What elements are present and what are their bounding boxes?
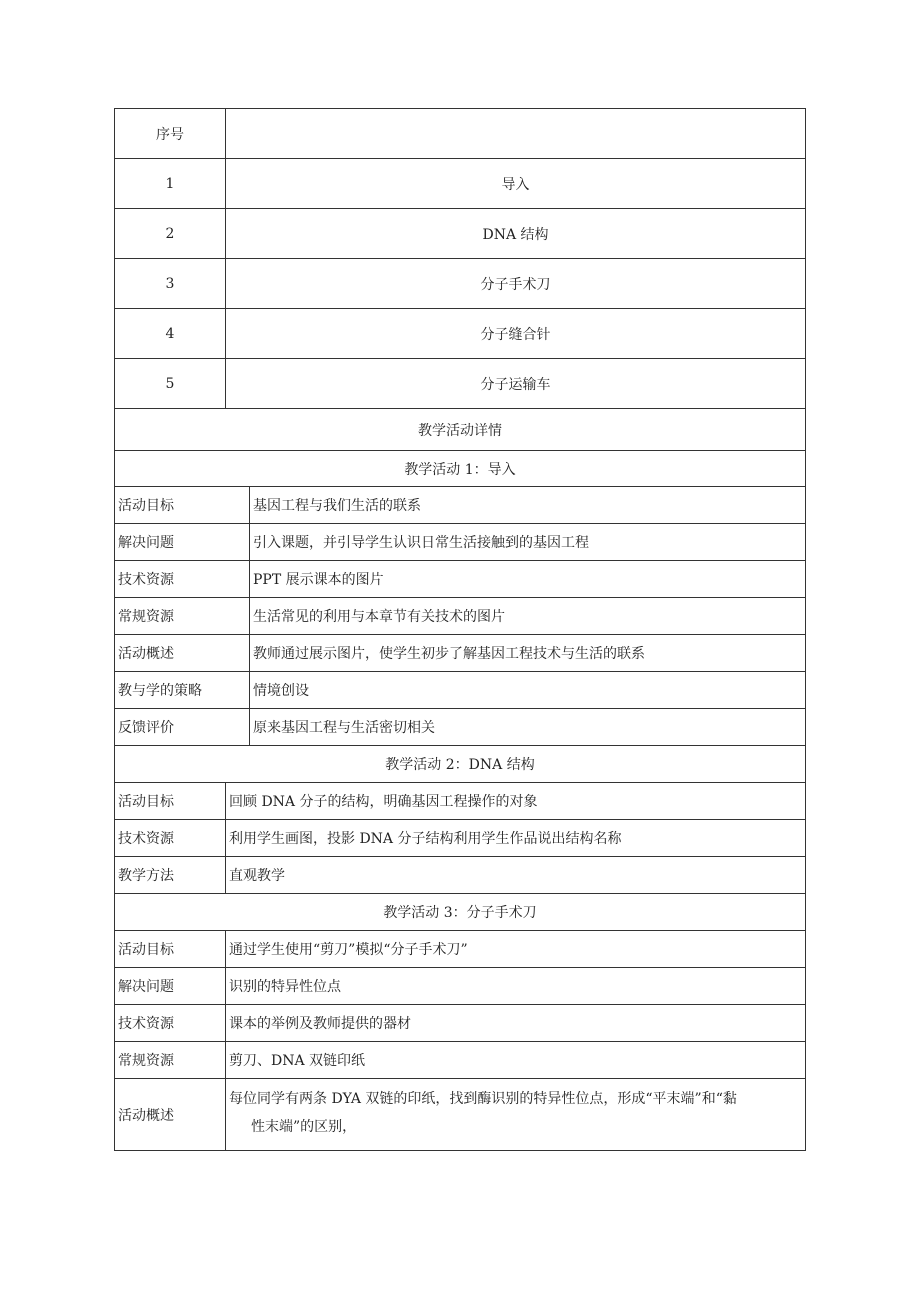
row-label: 技术资源 xyxy=(118,572,174,588)
row-label: 常规资源 xyxy=(118,1053,174,1069)
row-value: 引入课题，并引导学生认识日常生活接触到的基因工程 xyxy=(249,524,805,560)
row-value: 通过学生使用“剪刀”模拟“分子手术刀” xyxy=(225,931,805,967)
row-value: 原来基因工程与生活密切相关 xyxy=(249,709,805,745)
summary-line-1: 每位同学有两条 DYA 双链的印纸，找到酶识别的特异性位点，形成“平末端”和“黏 xyxy=(229,1091,737,1107)
row-label: 教与学的策略 xyxy=(118,683,202,699)
activity-title-row xyxy=(115,893,805,930)
row-value: 课本的举例及教师提供的器材 xyxy=(225,1005,805,1041)
row-label: 反馈评价 xyxy=(118,720,174,736)
row-value: 基因工程与我们生活的联系 xyxy=(249,487,805,523)
summary-text xyxy=(225,1079,805,1150)
index-number: 5 xyxy=(165,375,175,392)
index-row xyxy=(115,358,805,408)
activity-1-row xyxy=(115,597,805,634)
activity-1-row xyxy=(115,486,805,523)
activity-2-row xyxy=(115,782,805,819)
index-title: 分子缝合针 xyxy=(225,309,805,358)
row-label: 活动概述 xyxy=(118,1107,174,1124)
index-title: 导入 xyxy=(225,159,805,208)
activity-title-row xyxy=(115,745,805,782)
index-row xyxy=(115,208,805,258)
row-label: 解决问题 xyxy=(118,535,174,551)
index-row xyxy=(115,158,805,208)
index-number: 4 xyxy=(165,325,175,342)
activity-1-row xyxy=(115,634,805,671)
row-value: 直观教学 xyxy=(225,857,805,893)
activity-3-row xyxy=(115,1041,805,1078)
activity-3-title: 教学活动 3：分子手术刀 xyxy=(383,905,537,921)
details-title: 教学活动详情 xyxy=(418,422,502,439)
summary-line-2: 性末端”的区别， xyxy=(251,1119,357,1135)
row-value: PPT 展示课本的图片 xyxy=(249,561,805,597)
row-value: 回顾 DNA 分子的结构，明确基因工程操作的对象 xyxy=(225,783,805,819)
index-title: 分子运输车 xyxy=(225,359,805,408)
activity-1-row xyxy=(115,708,805,745)
row-label: 技术资源 xyxy=(118,831,174,847)
row-value: 识别的特异性位点 xyxy=(225,968,805,1004)
row-value: 剪刀、DNA 双链印纸 xyxy=(225,1042,805,1078)
index-row xyxy=(115,258,805,308)
activity-title-row xyxy=(115,450,805,486)
row-label: 活动目标 xyxy=(118,794,174,810)
row-label: 教学方法 xyxy=(118,868,174,884)
index-header-row xyxy=(115,108,805,158)
index-row xyxy=(115,308,805,358)
row-value: 教师通过展示图片，使学生初步了解基因工程技术与生活的联系 xyxy=(249,635,805,671)
activity-1-row xyxy=(115,671,805,708)
lesson-table xyxy=(114,108,806,1151)
row-value: 生活常见的利用与本章节有关技术的图片 xyxy=(249,598,805,634)
index-number: 3 xyxy=(165,275,175,292)
index-title: 分子手术刀 xyxy=(225,259,805,308)
activity-2-row xyxy=(115,819,805,856)
details-title-row xyxy=(115,408,805,450)
index-number: 1 xyxy=(165,175,175,192)
row-label: 活动概述 xyxy=(118,646,174,662)
row-value: 情境创设 xyxy=(249,672,805,708)
row-label: 解决问题 xyxy=(118,979,174,995)
index-number: 2 xyxy=(165,225,175,242)
row-label: 活动目标 xyxy=(118,498,174,514)
activity-2-row xyxy=(115,856,805,893)
activity-3-row xyxy=(115,930,805,967)
index-header-cell: 序号 xyxy=(156,126,184,143)
activity-3-summary-row xyxy=(115,1078,805,1151)
activity-1-row xyxy=(115,523,805,560)
index-header-empty xyxy=(225,109,805,158)
activity-3-row xyxy=(115,967,805,1004)
activity-1-title: 教学活动 1：导入 xyxy=(404,461,516,478)
row-label: 技术资源 xyxy=(118,1016,174,1032)
activity-1-row xyxy=(115,560,805,597)
row-value: 利用学生画图，投影 DNA 分子结构利用学生作品说出结构名称 xyxy=(225,820,805,856)
index-title: DNA 结构 xyxy=(225,209,805,258)
row-label: 活动目标 xyxy=(118,942,174,958)
activity-2-title: 教学活动 2：DNA 结构 xyxy=(385,757,535,773)
row-label: 常规资源 xyxy=(118,609,174,625)
activity-3-row xyxy=(115,1004,805,1041)
